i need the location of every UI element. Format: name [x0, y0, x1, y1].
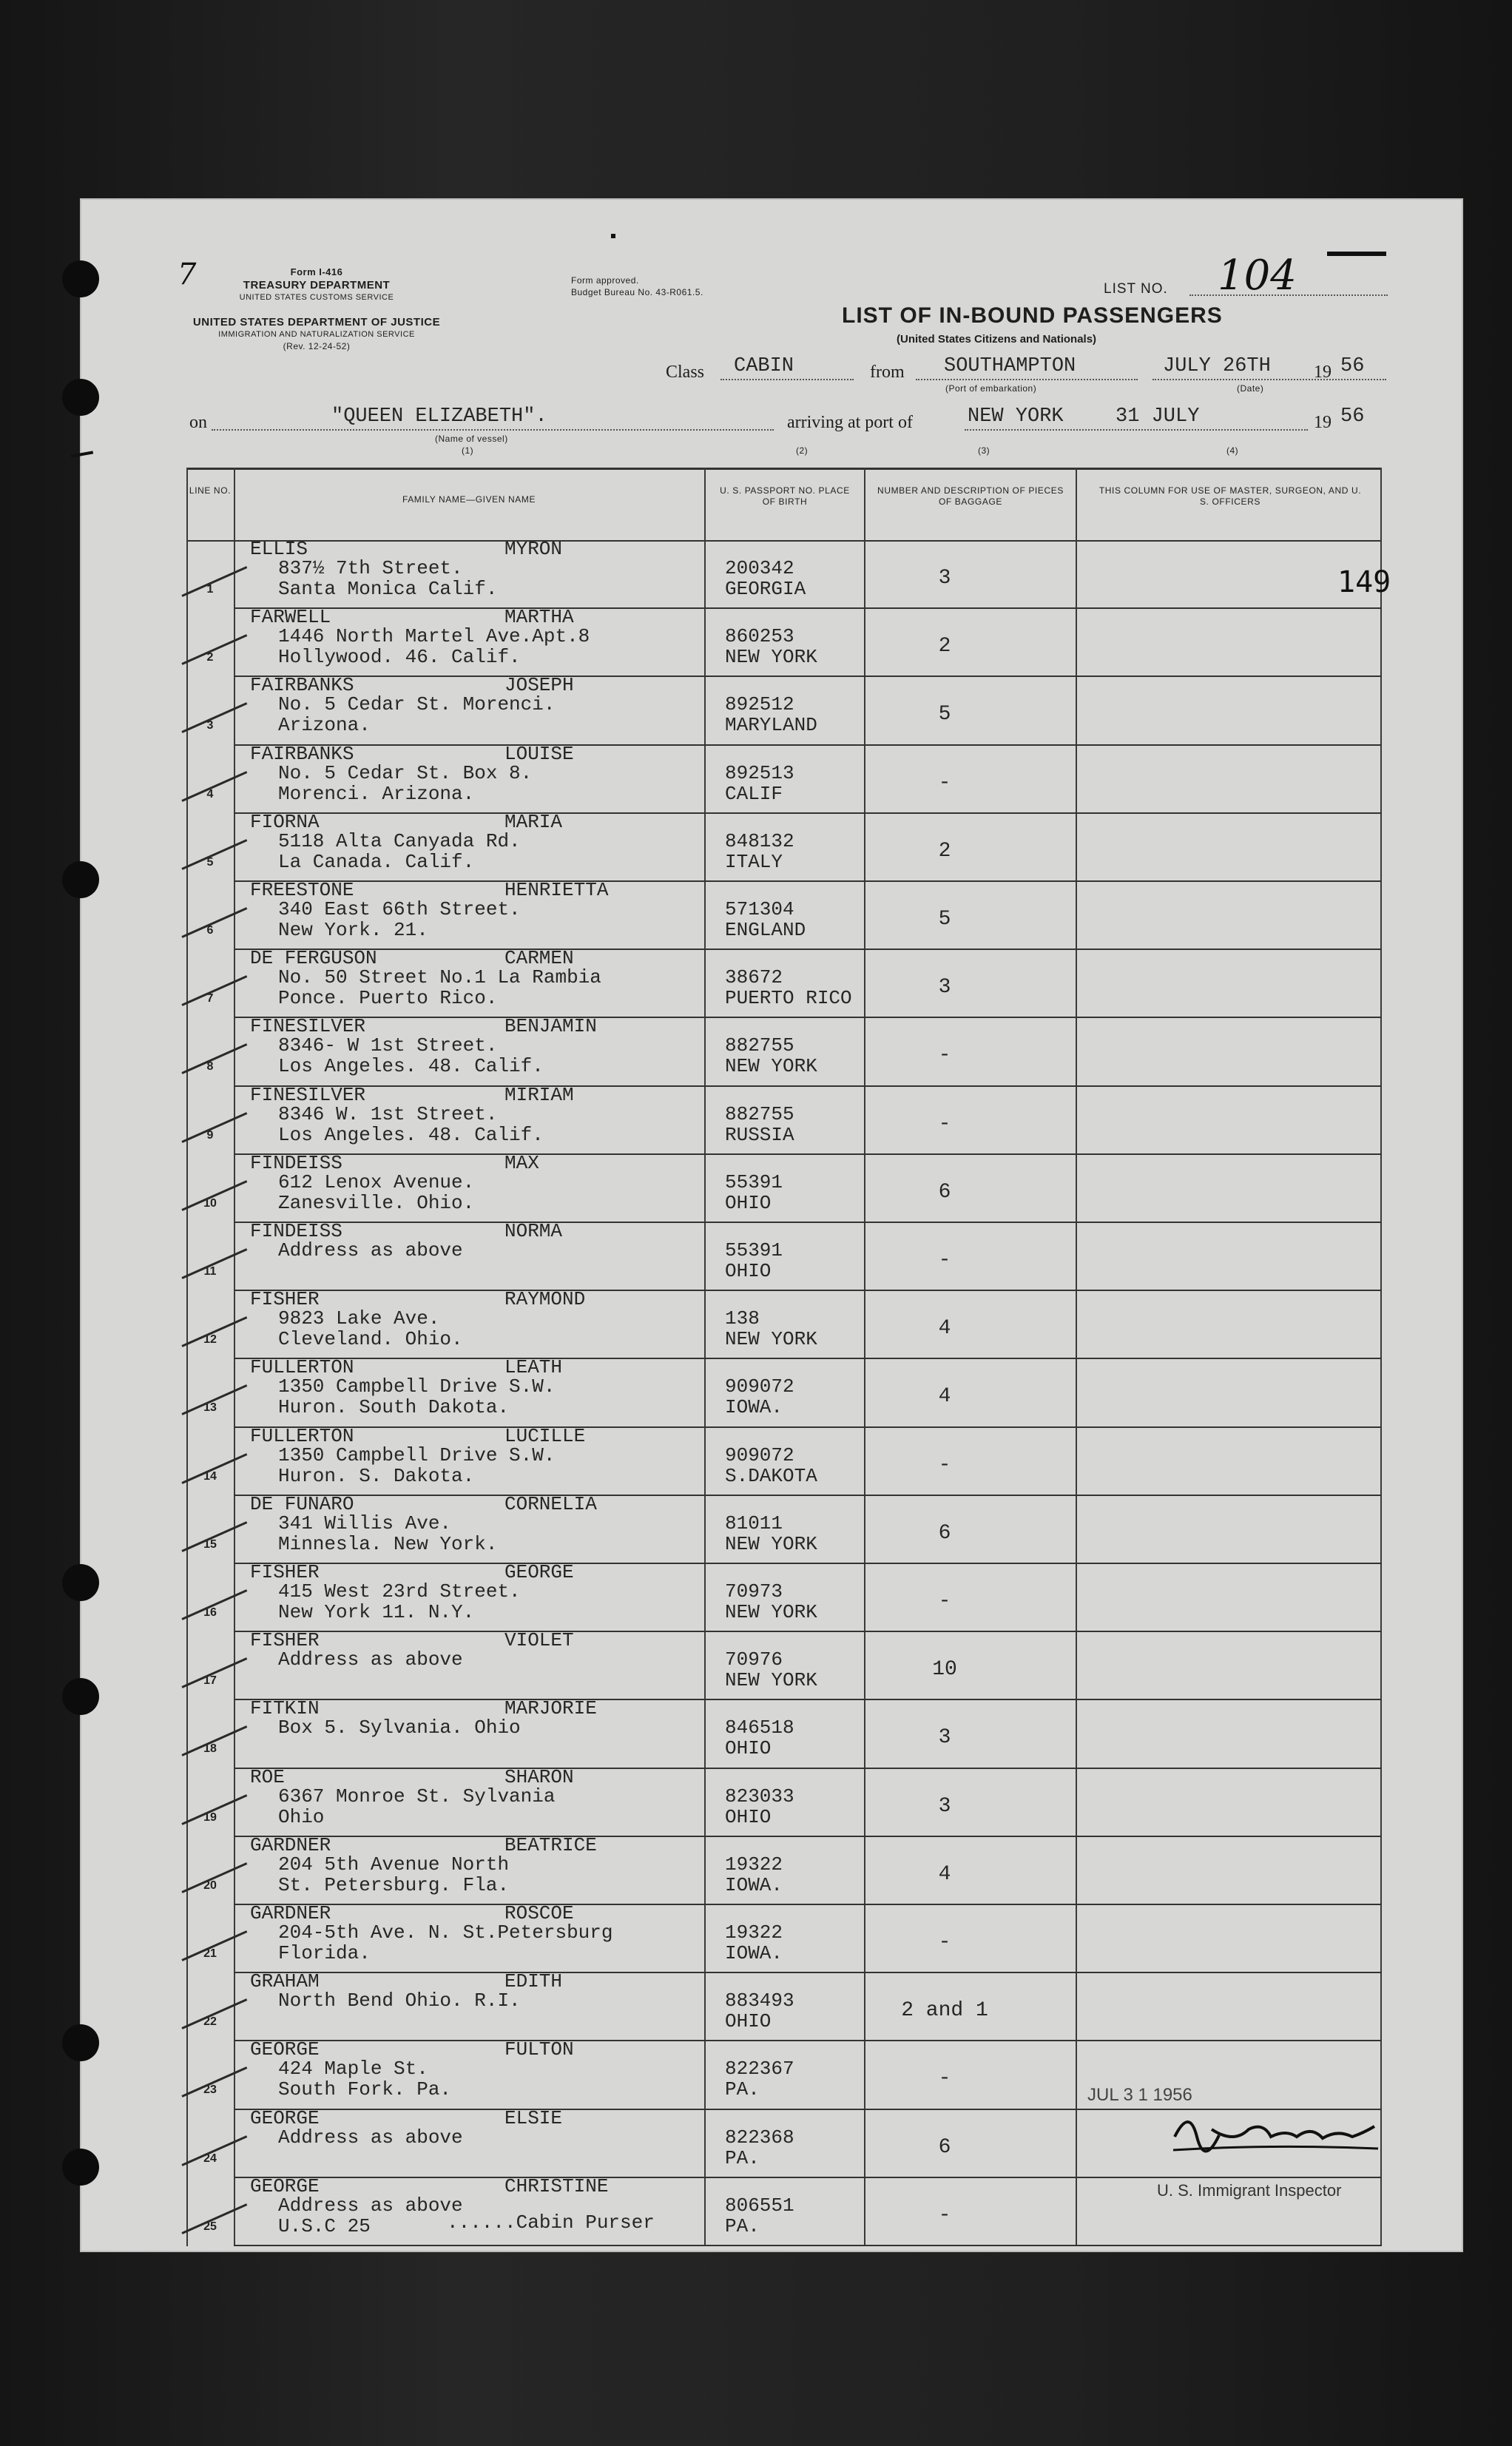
table-row [186, 2038, 1382, 2109]
baggage-count: - [938, 2203, 951, 2227]
table-row [186, 1563, 1382, 1631]
passport-number: 70976 [725, 1648, 783, 1671]
baggage-count: 2 [938, 839, 951, 863]
baggage-count: 3 [938, 567, 951, 590]
place-of-birth: NEW YORK [725, 1532, 817, 1555]
punch-hole [62, 2149, 99, 2186]
address-line-1: 1350 Campbell Drive S.W. [278, 1375, 556, 1398]
given-name: CARMEN [504, 947, 574, 970]
table-row [186, 1017, 1382, 1085]
line-number: 16 [203, 1606, 217, 1619]
passport-number: 822368 [725, 2126, 794, 2149]
address-line-1: 204 5th Avenue North [278, 1853, 510, 1876]
address-line-2: New York. 21. [278, 919, 428, 941]
given-name: GEORGE [504, 1561, 574, 1583]
table-row [186, 949, 1382, 1017]
ink-mark [1327, 252, 1386, 256]
address-line-2: Ohio [278, 1805, 325, 1828]
date-underline [1152, 379, 1386, 380]
family-name: FINESILVER [250, 1083, 366, 1106]
baggage-count: 6 [938, 1180, 951, 1204]
family-name: GEORGE [250, 2174, 320, 2197]
header-line-no: LINE NO. [189, 485, 232, 496]
given-name: EDITH [504, 1970, 563, 1993]
line-number: 3 [206, 719, 214, 732]
passport-number: 892512 [725, 693, 794, 716]
passport-number: 882755 [725, 1102, 794, 1125]
passport-number: 860253 [725, 625, 794, 648]
header-passport: U. S. PASSPORT NO. PLACE OF BIRTH [720, 485, 850, 507]
passport-number: 909072 [725, 1443, 794, 1466]
passport-number: 883493 [725, 1990, 794, 2012]
col3-number: (3) [978, 445, 990, 456]
list-no-handwritten: 104 [1218, 252, 1297, 300]
class-label: Class [666, 363, 705, 382]
line-number: 17 [203, 1674, 217, 1688]
given-name: FULTON [504, 2038, 574, 2061]
address-line-2: Santa Monica Calif. [278, 578, 498, 600]
baggage-count: 6 [938, 2135, 951, 2159]
table-row [186, 1765, 1382, 1836]
table-row [186, 1222, 1382, 1290]
table-row [186, 1290, 1382, 1358]
header-officers: THIS COLUMN FOR USE OF MASTER, SURGEON, AND U. S. OFFICERS [1098, 485, 1362, 507]
place-of-birth: OHIO [725, 1805, 772, 1828]
address-line-1: No. 50 Street No.1 La Rambia [278, 966, 601, 989]
officer-note-row1: 149 [1337, 565, 1391, 599]
baggage-count: - [938, 1931, 951, 1954]
given-name: BENJAMIN [504, 1015, 597, 1038]
row-rule [234, 2245, 1382, 2246]
family-name: FINDEISS [250, 1151, 342, 1174]
from-label: from [870, 363, 905, 382]
given-name: LEATH [504, 1356, 563, 1379]
passport-number: 81011 [725, 1512, 783, 1534]
given-name: MAX [504, 1151, 539, 1174]
arrival-underline [965, 429, 1308, 431]
vessel-caption: (Name of vessel) [435, 434, 508, 444]
line-number: 20 [203, 1879, 217, 1892]
punch-hole [62, 1564, 99, 1601]
family-name: FISHER [250, 1629, 320, 1652]
address-line-2: Los Angeles. 48. Calif. [278, 1055, 544, 1078]
port-embarkation-caption: (Port of embarkation) [945, 383, 1037, 394]
address-line-1: Address as above [278, 1239, 463, 1261]
passport-number: 909072 [725, 1375, 794, 1398]
baggage-count: 5 [938, 908, 951, 931]
family-name: GEORGE [250, 2038, 320, 2061]
family-name: GARDNER [250, 1902, 331, 1924]
family-name: FAIRBANKS [250, 742, 354, 765]
given-name: SHARON [504, 1765, 574, 1788]
revision-date: (Rev. 12-24-52) [283, 341, 351, 351]
address-line-1: North Bend Ohio. R.I. [278, 1990, 521, 2012]
col4-number: (4) [1226, 445, 1239, 456]
address-line-2: Arizona. [278, 714, 371, 737]
family-name: FIORNA [250, 810, 320, 833]
given-name: CHRISTINE [504, 2174, 609, 2197]
place-of-birth: PA. [725, 2146, 760, 2169]
passport-number: 882755 [725, 1034, 794, 1057]
address-line-1: 8346 W. 1st Street. [278, 1102, 498, 1125]
punch-hole [62, 2024, 99, 2061]
baggage-count: 6 [938, 1521, 951, 1545]
address-line-2: La Canada. Calif. [278, 850, 475, 873]
given-name: RAYMOND [504, 1288, 586, 1311]
table-row [186, 1083, 1382, 1154]
family-name: FINDEISS [250, 1220, 342, 1242]
line-number: 24 [203, 2152, 217, 2165]
vessel-name: "QUEEN ELIZABETH". [331, 405, 547, 428]
place-of-birth: PA. [725, 2214, 760, 2237]
passport-number: 848132 [725, 829, 794, 852]
from-underline [916, 379, 1138, 380]
place-of-birth: NEW YORK [725, 1328, 817, 1351]
punch-hole [62, 861, 99, 898]
arrival-date: 31 JULY [1116, 405, 1200, 428]
place-of-birth: ITALY [725, 850, 783, 873]
col1-number: (1) [462, 445, 474, 456]
budget-bureau: Budget Bureau No. 43-R061.5. [571, 287, 703, 297]
place-of-birth: OHIO [725, 1191, 772, 1214]
line-number: 10 [203, 1196, 217, 1210]
manifest-page [80, 198, 1463, 2252]
place-of-birth: IOWA. [725, 1873, 783, 1896]
line-number: 21 [203, 1947, 217, 1960]
address-line-1: 612 Lenox Avenue. [278, 1170, 475, 1193]
line-number: 14 [203, 1469, 217, 1483]
baggage-count: 4 [938, 1317, 951, 1341]
address-line-1: 415 West 23rd Street. [278, 1580, 521, 1603]
address-line-1: 1446 North Martel Ave.Apt.8 [278, 625, 590, 648]
baggage-count: 2 [938, 635, 951, 658]
justice-dept: UNITED STATES DEPARTMENT OF JUSTICE [192, 316, 441, 329]
family-name: DE FERGUSON [250, 947, 377, 970]
passport-number: 892513 [725, 761, 794, 784]
purser-line: ......Cabin Purser [447, 2211, 655, 2234]
table-row [186, 810, 1382, 881]
baggage-count: - [938, 1044, 951, 1068]
customs-service: UNITED STATES CUSTOMS SERVICE [239, 293, 394, 302]
line-number: 23 [203, 2083, 217, 2097]
baggage-count: - [938, 1590, 951, 1613]
treasury-dept: TREASURY DEPARTMENT [243, 279, 391, 292]
family-name: GEORGE [250, 2106, 320, 2129]
address-line-1: 424 Maple St. [278, 2058, 428, 2081]
passenger-table [186, 468, 1382, 2246]
class-value: CABIN [734, 355, 794, 377]
family-name: FITKIN [250, 1697, 320, 1720]
date-caption: (Date) [1237, 383, 1264, 394]
address-line-2: South Fork. Pa. [278, 2078, 452, 2101]
line-number: 22 [203, 2015, 217, 2029]
departure-year-prefix: 19 [1314, 363, 1332, 382]
place-of-birth: MARYLAND [725, 714, 817, 737]
place-of-birth: PUERTO RICO [725, 987, 852, 1010]
given-name: MARTHA [504, 606, 574, 629]
address-line-2: Zanesville. Ohio. [278, 1191, 475, 1214]
family-name: GRAHAM [250, 1970, 320, 1993]
header-baggage: NUMBER AND DESCRIPTION OF PIECES OF BAGGAGE [877, 485, 1064, 507]
list-no-label: LIST NO. [1104, 281, 1168, 297]
punch-hole [62, 1678, 99, 1715]
baggage-count: 4 [938, 1862, 951, 1886]
address-line-1: 340 East 66th Street. [278, 898, 521, 920]
family-name: FISHER [250, 1288, 320, 1311]
passport-number: 806551 [725, 2194, 794, 2217]
address-line-1: 8346- W 1st Street. [278, 1034, 498, 1057]
vessel-underline [212, 429, 774, 431]
line-number: 4 [206, 787, 214, 801]
passport-number: 822367 [725, 2058, 794, 2081]
family-name: FULLERTON [250, 1356, 354, 1379]
header-name: FAMILY NAME—GIVEN NAME [402, 494, 536, 505]
table-row [186, 1358, 1382, 1426]
given-name: LUCILLE [504, 1424, 586, 1447]
table-row [186, 1972, 1382, 2041]
line-number: 8 [206, 1060, 214, 1074]
passport-number: 571304 [725, 898, 794, 920]
family-name: FAIRBANKS [250, 674, 354, 697]
table-row [186, 1631, 1382, 1699]
family-name: ELLIS [250, 538, 308, 560]
baggage-count: 3 [938, 976, 951, 1000]
form-title: LIST OF IN-BOUND PASSENGERS [842, 303, 1223, 328]
baggage-count: 10 [932, 1658, 957, 1682]
baggage-count: 2 and 1 [901, 1999, 988, 2023]
form-number: Form I-416 [290, 266, 343, 277]
family-name: ROE [250, 1765, 285, 1788]
address-line-2: Hollywood. 46. Calif. [278, 646, 521, 669]
address-line-2: U.S.C 25 [278, 2214, 371, 2237]
family-name: GARDNER [250, 1833, 331, 1856]
line-number: 1 [206, 583, 214, 596]
class-underline [720, 379, 854, 380]
baggage-count: - [938, 1249, 951, 1272]
place-of-birth: RUSSIA [725, 1123, 794, 1146]
form-subtitle: (United States Citizens and Nationals) [897, 333, 1097, 346]
ink-dot [611, 234, 615, 238]
passport-number: 138 [725, 1307, 760, 1330]
address-line-1: 1350 Campbell Drive S.W. [278, 1443, 556, 1466]
line-number: 18 [203, 1742, 217, 1756]
address-line-2: Morenci. Arizona. [278, 782, 475, 805]
address-line-1: Address as above [278, 1648, 463, 1671]
place-of-birth: S.DAKOTA [725, 1464, 817, 1487]
passport-number: 70973 [725, 1580, 783, 1603]
inspector-label: U. S. Immigrant Inspector [1157, 2181, 1342, 2200]
baggage-count: - [938, 1112, 951, 1136]
passport-number: 55391 [725, 1170, 783, 1193]
place-of-birth: NEW YORK [725, 1601, 817, 1623]
form-approved: Form approved. [571, 275, 639, 286]
place-of-birth: ENGLAND [725, 919, 806, 941]
address-line-2: Huron. S. Dakota. [278, 1464, 475, 1487]
passport-number: 823033 [725, 1785, 794, 1807]
table-row [186, 1492, 1382, 1563]
passport-number: 19322 [725, 1921, 783, 1944]
passport-number: 846518 [725, 1716, 794, 1739]
given-name: HENRIETTA [504, 879, 609, 901]
place-of-birth: PA. [725, 2078, 760, 2101]
given-name: NORMA [504, 1220, 563, 1242]
punch-hole [62, 379, 99, 416]
ins-service: IMMIGRATION AND NATURALIZATION SERVICE [218, 330, 415, 339]
baggage-count: - [938, 2067, 951, 2091]
passport-number: 200342 [725, 557, 794, 579]
line-number: 25 [203, 2220, 217, 2233]
arrival-year-prefix: 19 [1314, 413, 1332, 432]
family-name: FREESTONE [250, 879, 354, 901]
table-row [186, 1904, 1382, 1972]
place-of-birth: OHIO [725, 2010, 772, 2033]
date-stamp: JUL 3 1 1956 [1087, 2085, 1192, 2105]
given-name: JOSEPH [504, 674, 574, 697]
address-line-1: Box 5. Sylvania. Ohio [278, 1716, 521, 1739]
departure-year: 56 [1340, 355, 1365, 377]
given-name: CORNELIA [504, 1492, 597, 1515]
table-top-rule [186, 468, 1382, 470]
address-line-2: Ponce. Puerto Rico. [278, 987, 498, 1010]
address-line-1: No. 5 Cedar St. Morenci. [278, 693, 556, 716]
address-line-2: Minnesla. New York. [278, 1532, 498, 1555]
line-number: 9 [206, 1128, 214, 1142]
baggage-count: 5 [938, 703, 951, 727]
line-number: 13 [203, 1401, 217, 1415]
address-line-1: 837½ 7th Street. [278, 557, 463, 579]
place-of-birth: NEW YORK [725, 646, 817, 669]
table-row [186, 1699, 1382, 1768]
departure-date: JULY 26TH [1163, 355, 1271, 377]
line-number: 7 [206, 992, 214, 1005]
place-of-birth: NEW YORK [725, 1669, 817, 1692]
table-row [186, 881, 1382, 949]
passport-number: 19322 [725, 1853, 783, 1876]
col2-number: (2) [796, 445, 809, 456]
place-of-birth: CALIF [725, 782, 783, 805]
line-number: 11 [203, 1265, 217, 1278]
family-name: FARWELL [250, 606, 331, 629]
address-line-2: Florida. [278, 1942, 371, 1964]
line-number: 5 [206, 855, 214, 869]
address-line-1: Address as above [278, 2194, 463, 2217]
family-name: FISHER [250, 1561, 320, 1583]
baggage-count: 3 [938, 1794, 951, 1818]
place-of-birth: IOWA. [725, 1396, 783, 1419]
line-number: 2 [206, 651, 214, 664]
baggage-count: 3 [938, 1726, 951, 1750]
table-row [186, 1833, 1382, 1904]
corner-mark: 7 [178, 257, 197, 292]
given-name: ROSCOE [504, 1902, 574, 1924]
place-of-birth: NEW YORK [725, 1055, 817, 1078]
table-row [186, 540, 1382, 608]
line-number: 12 [203, 1333, 217, 1347]
given-name: MIRIAM [504, 1083, 574, 1106]
baggage-count: 4 [938, 1385, 951, 1409]
given-name: LOUISE [504, 742, 574, 765]
address-line-2: Los Angeles. 48. Calif. [278, 1123, 544, 1146]
table-row [186, 676, 1382, 744]
on-label: on [189, 413, 207, 432]
inspector-signature [1167, 2107, 1382, 2159]
place-of-birth: IOWA. [725, 1942, 783, 1964]
address-line-1: 204-5th Ave. N. St.Petersburg [278, 1921, 613, 1944]
baggage-count: - [938, 1453, 951, 1477]
given-name: BEATRICE [504, 1833, 597, 1856]
address-line-1: No. 5 Cedar St. Box 8. [278, 761, 533, 784]
given-name: VIOLET [504, 1629, 574, 1652]
address-line-2: New York 11. N.Y. [278, 1601, 475, 1623]
table-row [186, 1424, 1382, 1495]
table-row [186, 1151, 1382, 1222]
address-line-1: 5118 Alta Canyada Rd. [278, 829, 521, 852]
address-line-2: Huron. South Dakota. [278, 1396, 510, 1419]
punch-hole [62, 260, 99, 297]
family-name: FULLERTON [250, 1424, 354, 1447]
given-name: MYRON [504, 538, 563, 560]
arrival-port: NEW YORK [968, 405, 1064, 428]
line-number: 19 [203, 1810, 217, 1824]
place-of-birth: GEORGIA [725, 578, 806, 600]
given-name: MARIA [504, 810, 563, 833]
address-line-1: 6367 Monroe St. Sylvania [278, 1785, 556, 1807]
address-line-2: St. Petersburg. Fla. [278, 1873, 510, 1896]
given-name: ELSIE [504, 2106, 563, 2129]
arriving-label: arriving at port of [787, 413, 913, 432]
line-number: 6 [206, 924, 214, 937]
from-value: SOUTHAMPTON [944, 355, 1076, 377]
passport-number: 55391 [725, 1239, 783, 1261]
place-of-birth: OHIO [725, 1737, 772, 1760]
address-line-1: 9823 Lake Ave. [278, 1307, 440, 1330]
address-line-1: Address as above [278, 2126, 463, 2149]
baggage-count: - [938, 771, 951, 795]
place-of-birth: OHIO [725, 1260, 772, 1282]
given-name: MARJORIE [504, 1697, 597, 1720]
passport-number: 38672 [725, 966, 783, 989]
family-name: FINESILVER [250, 1015, 366, 1038]
address-line-2: Cleveland. Ohio. [278, 1328, 463, 1351]
line-number: 15 [203, 1537, 217, 1551]
arrival-year: 56 [1340, 405, 1365, 428]
family-name: DE FUNARO [250, 1492, 354, 1515]
address-line-1: 341 Willis Ave. [278, 1512, 452, 1534]
table-row [186, 742, 1382, 813]
table-row [186, 608, 1382, 676]
